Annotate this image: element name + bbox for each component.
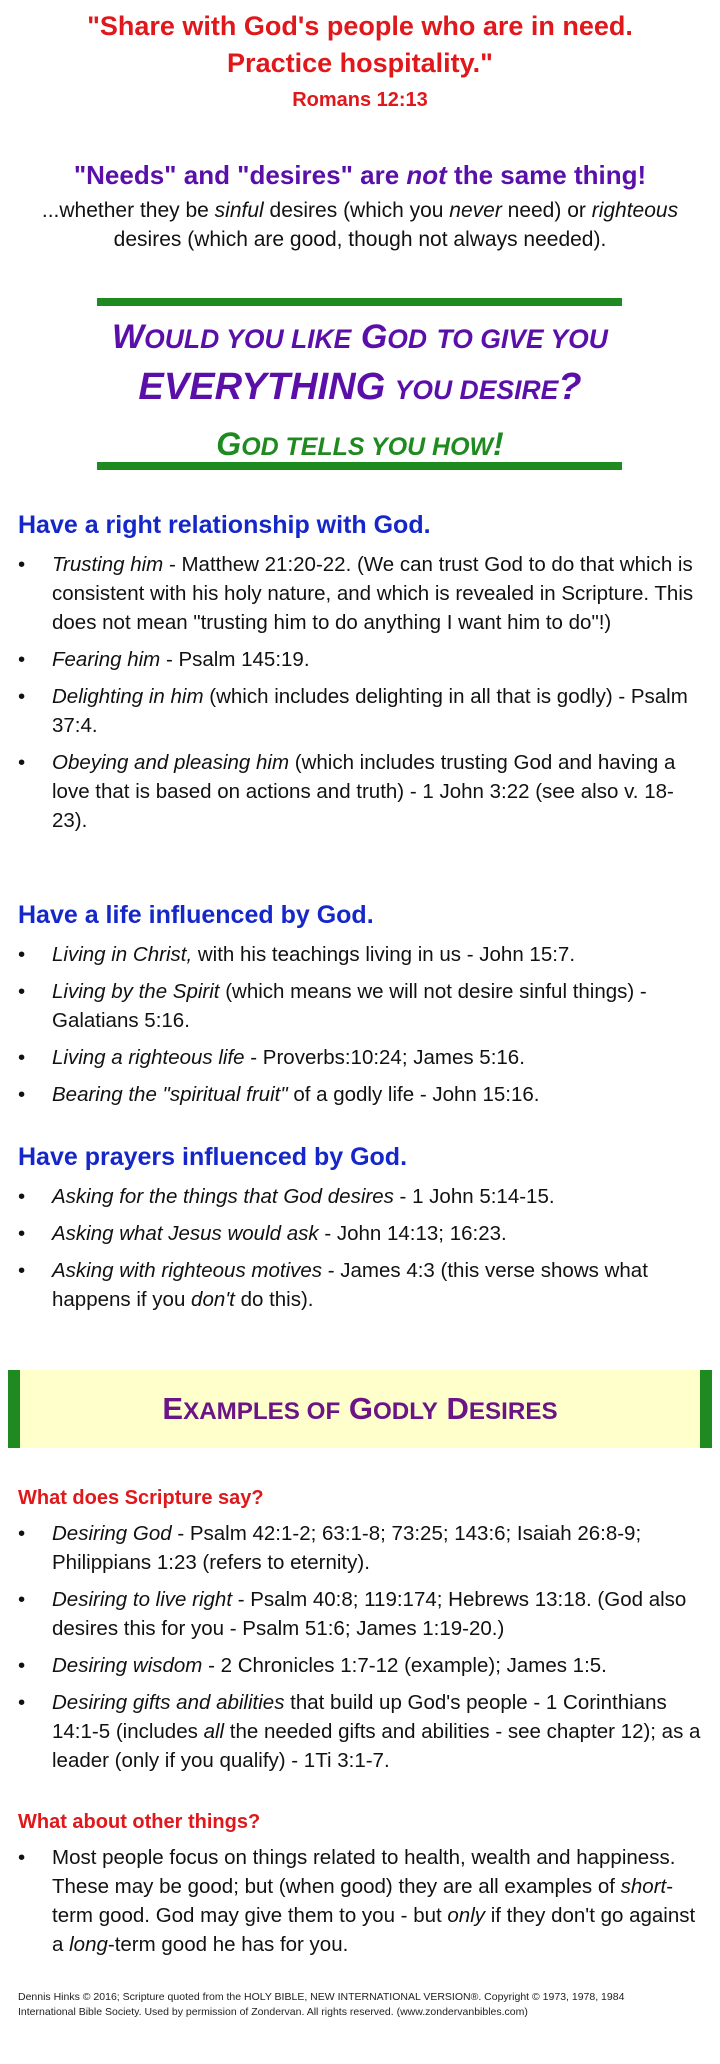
- examples-banner: [8, 1370, 712, 1448]
- list-item: • Living by the Spirit (which means we will not desire sinful things) - Galatians 5:16.: [18, 977, 708, 1035]
- prayers-heading: Have prayers influenced by God.: [18, 1143, 408, 1171]
- verse-reference: Romans 12:13: [292, 89, 428, 111]
- examples-title: EXAMPLES OF GODLY DESIRES: [162, 1391, 558, 1426]
- headline-line-3: GOD TELLS YOU HOW!: [216, 426, 504, 462]
- list-item: • Living a righteous life - Proverbs:10:24; James 5:16.: [18, 1043, 708, 1072]
- list-item: • Desiring to live right - Psalm 40:8; 119:174; Hebrews 13:18. (God also desires this for you - Psalm 51:6; James 1:19-20.): [18, 1585, 708, 1643]
- verse-block: [0, 8, 720, 115]
- other-list: [18, 1843, 708, 1959]
- scripture-heading: What does Scripture say?: [18, 1487, 264, 1509]
- list-item: • Delighting in him (which includes delighting in all that is godly) - Psalm 37:4.: [18, 682, 708, 740]
- needs-text: ...whether they be sinful desires (which you never need) or righteous desires (which are good, though not always needed).: [41, 199, 679, 251]
- list-item: • Asking with righteous motives - James 4:3 (this verse shows what happens if you don't do this).: [18, 1256, 708, 1314]
- needs-block: [0, 158, 720, 254]
- relationship-section: [18, 508, 708, 843]
- needs-heading: "Needs" and "desires" are not the same thing!: [73, 160, 647, 190]
- headline-line-2: EVERYTHING YOU DESIRE?: [138, 366, 582, 408]
- green-divider-top: [97, 298, 622, 306]
- life-heading: Have a life influenced by God.: [18, 901, 374, 929]
- list-item: • Asking what Jesus would ask - John 14:13; 16:23.: [18, 1219, 708, 1248]
- footer-line-1: Dennis Hinks © 2016; Scripture quoted from the HOLY BIBLE, NEW INTERNATIONAL VERSION®. Copyright © 1973, 1978, 1984: [18, 1991, 625, 2003]
- list-item: • Desiring gifts and abilities that build up God's people - 1 Corinthians 14:1-5 (includes all the needed gifts and abilities - see chapter 12); as a leader (only if you qualify) - 1Ti 3:1-7.: [18, 1688, 708, 1775]
- scripture-section: [18, 1483, 708, 1783]
- list-item: • Most people focus on things related to health, wealth and happiness. These may be good; but (when good) they are all examples of short-term good. God may give them to you - but only if they don't go against a long-term good he has for you.: [18, 1843, 708, 1959]
- verse-line-2: Practice hospitality.": [227, 48, 493, 78]
- prayers-list: [18, 1182, 708, 1314]
- footer: [18, 1990, 708, 2020]
- life-list: [18, 940, 708, 1109]
- list-item: • Asking for the things that God desires - 1 John 5:14-15.: [18, 1182, 708, 1211]
- list-item: • Desiring wisdom - 2 Chronicles 1:7-12 (example); James 1:5.: [18, 1651, 708, 1680]
- list-item: • Bearing the "spiritual fruit" of a godly life - John 15:16.: [18, 1080, 708, 1109]
- relationship-list: [18, 550, 708, 835]
- scripture-list: [18, 1519, 708, 1775]
- headline: [0, 313, 720, 471]
- list-item: • Trusting him - Matthew 21:20-22. (We can trust God to do that which is consistent with his holy nature, and which is revealed in Scripture. This does not mean "trusting him to do anything I want him to do"!): [18, 550, 708, 637]
- list-item: • Living in Christ, with his teachings living in us - John 15:7.: [18, 940, 708, 969]
- green-divider-bottom: [97, 462, 622, 470]
- other-section: [18, 1807, 708, 1967]
- verse-line-1: "Share with God's people who are in need.: [87, 11, 633, 41]
- life-section: [18, 898, 708, 1117]
- list-item: • Fearing him - Psalm 145:19.: [18, 645, 708, 674]
- footer-line-2: International Bible Society. Used by permission of Zondervan. All rights reserved. (www.zondervanbibles.com): [18, 2006, 528, 2018]
- list-item: • Obeying and pleasing him (which includes trusting God and having a love that is based on actions and truth) - 1 John 3:22 (see also v. 18-23).: [18, 748, 708, 835]
- other-heading: What about other things?: [18, 1811, 261, 1833]
- prayers-section: [18, 1140, 708, 1322]
- relationship-heading: Have a right relationship with God.: [18, 511, 431, 539]
- list-item: • Desiring God - Psalm 42:1-2; 63:1-8; 73:25; 143:6; Isaiah 26:8-9; Philippians 1:23 (refers to eternity).: [18, 1519, 708, 1577]
- headline-line-1: WOULD YOU LIKE GOD TO GIVE YOU: [112, 318, 608, 356]
